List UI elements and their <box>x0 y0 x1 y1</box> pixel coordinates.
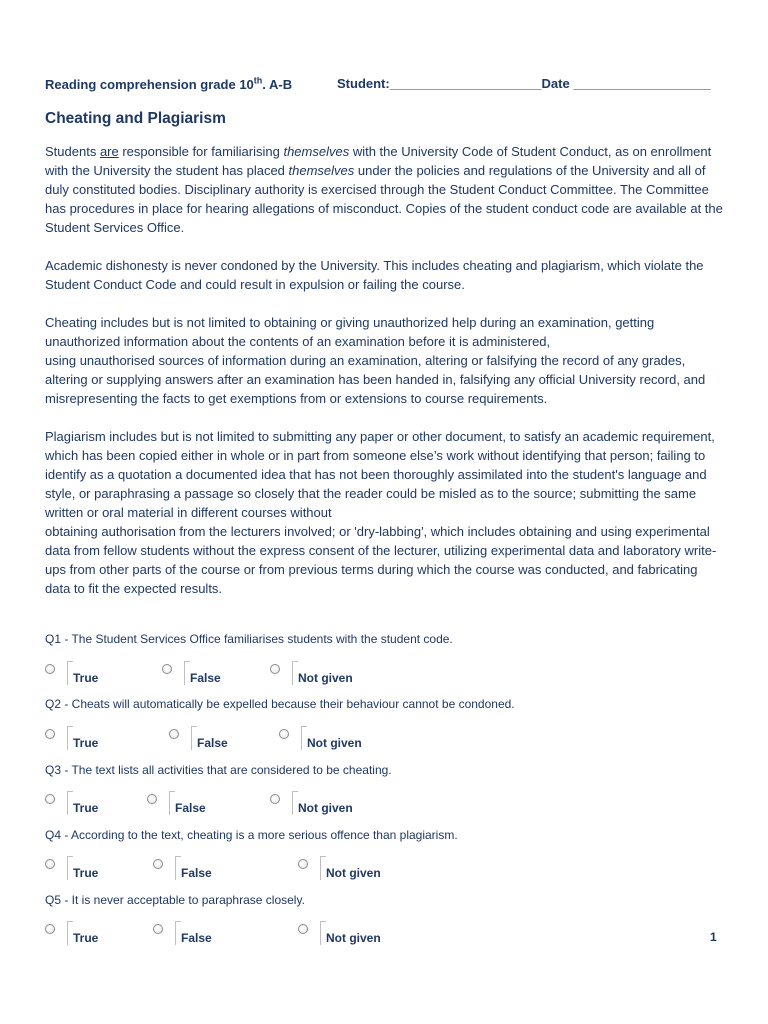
option-label: True <box>73 736 99 750</box>
page-title: Cheating and Plagiarism <box>45 110 226 127</box>
radio-icon[interactable] <box>45 729 55 739</box>
p3-line-a: Cheating includes but is not limited to obtaining or giving unauthorized help during an examination, getting unauthorized information about the contents of an examination before it is administered, <box>45 315 655 349</box>
question-4: Q4 - According to the text, cheating is a more serious offence than plagiarism. <box>45 828 458 842</box>
option-label: False <box>181 866 212 880</box>
option-label: Not given <box>326 931 381 945</box>
question-5: Q5 - It is never acceptable to paraphrase closely. <box>45 893 305 907</box>
option-label: True <box>73 931 99 945</box>
option-label: True <box>73 866 99 880</box>
question-1: Q1 - The Student Services Office familiarises students with the student code. <box>45 632 453 646</box>
radio-icon[interactable] <box>45 859 55 869</box>
p1-italic-1: themselves <box>283 144 350 159</box>
option-label: Not given <box>298 801 353 815</box>
p3-line-b: using unauthorised sources of information during an examination, altering or falsifying the record of any grades, altering or supplying answers after an examination has been handed in, falsifying any official University record, and misrepresenting the facts to get exemptions from or extensions to course requirements. <box>45 353 706 406</box>
option-label: True <box>73 801 99 815</box>
paragraph-2: Academic dishonesty is never condoned by the University. This includes cheating and plagiarism, which violate the Student Conduct Code and could result in expulsion or failing the course. <box>45 258 704 292</box>
paragraph-1 <box>45 142 725 237</box>
course-sup: th <box>253 76 263 86</box>
option-label: Not given <box>326 866 381 880</box>
p4-line-a: Plagiarism includes but is not limited to submitting any paper or other document, to satisfy an academic requirement, which has been copied either in whole or in part from someone else’s work without identifying that person; failing to identify as a quotation a documented idea that has not been thoroughly assimilated into the student's language and style, or paraphrasing a passage so closely that the reader could be misled as to the source; submitting the same written or oral material in different courses without <box>45 429 715 520</box>
option-label: False <box>175 801 206 815</box>
radio-icon[interactable] <box>153 924 163 934</box>
radio-icon[interactable] <box>147 794 157 804</box>
radio-icon[interactable] <box>270 794 280 804</box>
option-label: Not given <box>307 736 362 750</box>
p1-text-4: under the policies and regulations of the University and all of duly constituted bodies. Disciplinary authority is exercised through the Student Conduct Committee. The Committee has procedures in place for hearing allegations of misconduct. Copies of the student conduct code are available at the Student Services Office. <box>45 163 723 235</box>
option-label: False <box>190 671 221 685</box>
question-3: Q3 - The text lists all activities that are considered to be cheating. <box>45 763 392 777</box>
option-label: False <box>181 931 212 945</box>
radio-icon[interactable] <box>298 859 308 869</box>
worksheet-header <box>45 76 725 92</box>
p4-line-b: obtaining authorisation from the lecturers involved; or 'dry-labbing', which includes obtaining and using experimental data from fellow students without the express consent of the lecturer, utilizing experimental data and laboratory write-ups from other parts of the course or from previous terms during which the course was conducted, and fabricating data to fit the expected results. <box>45 524 717 596</box>
paragraph-3 <box>45 313 725 408</box>
radio-icon[interactable] <box>169 729 179 739</box>
p1-underlined: are <box>99 144 119 159</box>
option-label: False <box>197 736 228 750</box>
student-date-line: Student:_____________________Date ___________________ <box>337 76 711 91</box>
radio-icon[interactable] <box>45 924 55 934</box>
p1-text-3: with the University Code of Student Conduct, as on enrollment with the University the student has placed <box>45 144 712 178</box>
page-number: 1 <box>710 930 717 944</box>
reading-passage <box>45 142 725 617</box>
course-suffix: . A-B <box>262 77 293 93</box>
option-label: True <box>73 671 99 685</box>
question-2: Q2 - Cheats will automatically be expelled because their behaviour cannot be condoned. <box>45 697 515 711</box>
radio-icon[interactable] <box>162 664 172 674</box>
course-prefix: Reading comprehension grade 10 <box>45 77 254 93</box>
option-label: Not given <box>298 671 353 685</box>
radio-icon[interactable] <box>153 859 163 869</box>
paragraph-4 <box>45 427 725 598</box>
radio-icon[interactable] <box>45 794 55 804</box>
course-title <box>45 77 292 92</box>
radio-icon[interactable] <box>270 664 280 674</box>
radio-icon[interactable] <box>279 729 289 739</box>
p1-text-1: Students <box>45 144 100 159</box>
p1-italic-2: themselves <box>288 163 355 178</box>
radio-icon[interactable] <box>298 924 308 934</box>
p1-text-2: responsible for familiarising <box>118 144 284 159</box>
radio-icon[interactable] <box>45 664 55 674</box>
